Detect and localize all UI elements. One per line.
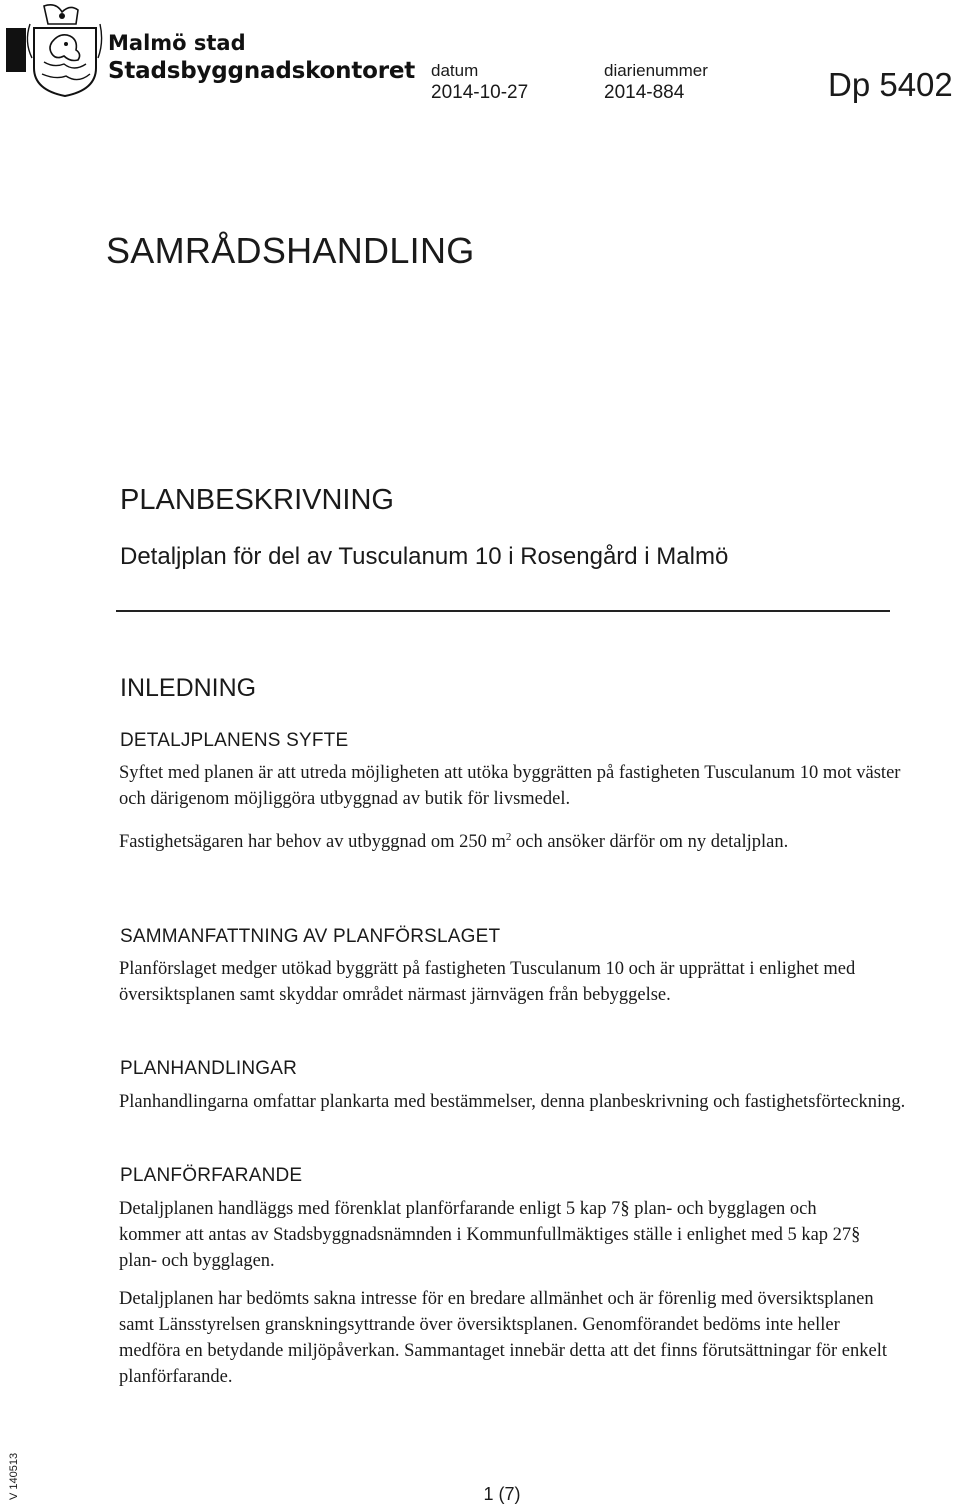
- diarienummer-value: 2014-884: [604, 82, 685, 103]
- heading-planforfarande: PLANFÖRFARANDE: [120, 1165, 303, 1186]
- heading-planhandlingar: PLANHANDLINGAR: [120, 1058, 298, 1079]
- city-coat-of-arms-icon: [4, 2, 104, 98]
- document-type: SAMRÅDSHANDLING: [106, 230, 475, 271]
- heading-sammanfattning: SAMMANFATTNING AV PLANFÖRSLAGET: [120, 926, 501, 947]
- version-code: V 140513: [8, 1452, 20, 1500]
- title-divider: [116, 610, 890, 612]
- section-heading-inledning: INLEDNING: [120, 674, 257, 702]
- syfte-paragraph-2: [119, 824, 839, 855]
- syfte-p2-text-end: och ansöker därför om ny detaljplan.: [511, 832, 789, 853]
- logo-org-name: Malmö stad: [108, 31, 246, 55]
- document-subtitle: Detaljplan för del av Tusculanum 10 i Rosengård i Malmö: [120, 543, 729, 570]
- malmo-stad-logo: [4, 2, 416, 98]
- planforfarande-paragraph-1: Detaljplanen handläggs med förenklat planförfarande enligt 5 kap 7§ plan- och bygglagen och kommer att antas av Stadsbyggnadsnämnden i Kommunfullmäktiges ställe i enlighet med 5 kap 27§ plan- och bygglagen.: [119, 1199, 861, 1271]
- syfte-paragraph-1: Syftet med planen är att utreda möjligheten att utöka byggrätten på fastigheten Tusculanum 10 mot väster och därigenom möjliggöra utbyggnad av butik för livsmedel.: [119, 763, 901, 809]
- syfte-p2-text: Fastighetsägaren har behov av utbyggnad om 250 m: [119, 832, 506, 853]
- plan-number: Dp 5402: [828, 66, 953, 103]
- datum-label: datum: [431, 61, 479, 80]
- heading-detaljplanens-syfte: DETALJPLANENS SYFTE: [120, 730, 349, 751]
- logo-department-name: Stadsbyggnadskontoret: [108, 58, 416, 84]
- planforfarande-body: [119, 1196, 887, 1390]
- page-number: 1 (7): [483, 1484, 521, 1504]
- datum-value: 2014-10-27: [431, 82, 529, 103]
- diarienummer-label: diarienummer: [604, 61, 708, 80]
- planhandlingar-body: [119, 1089, 909, 1115]
- superscript-2: 2: [505, 831, 512, 843]
- sammanfattning-body: [119, 956, 909, 1008]
- planhandlingar-paragraph: Planhandlingarna omfattar plankarta med bestämmelser, denna planbeskrivning och fastighetsförteckning.: [119, 1092, 906, 1112]
- syfte-body: [119, 760, 909, 855]
- document-title: PLANBESKRIVNING: [120, 484, 394, 516]
- sammanfattning-paragraph: Planförslaget medger utökad byggrätt på fastigheten Tusculanum 10 och är upprättat i enlighet med översiktsplanen samt skyddar området närmast järnvägen från bebyggelse.: [119, 959, 856, 1005]
- planforfarande-paragraph-2: Detaljplanen har bedömts sakna intresse för en bredare allmänhet och är förenlig med översiktsplanen samt Länsstyrelsen granskningsyttrande över översiktsplanen. Genomförandet bedöms inte heller medföra en betydande miljöpåverkan. Sammantaget innebär detta att det finns förutsättningar för enkelt planförfarande.: [119, 1289, 887, 1387]
